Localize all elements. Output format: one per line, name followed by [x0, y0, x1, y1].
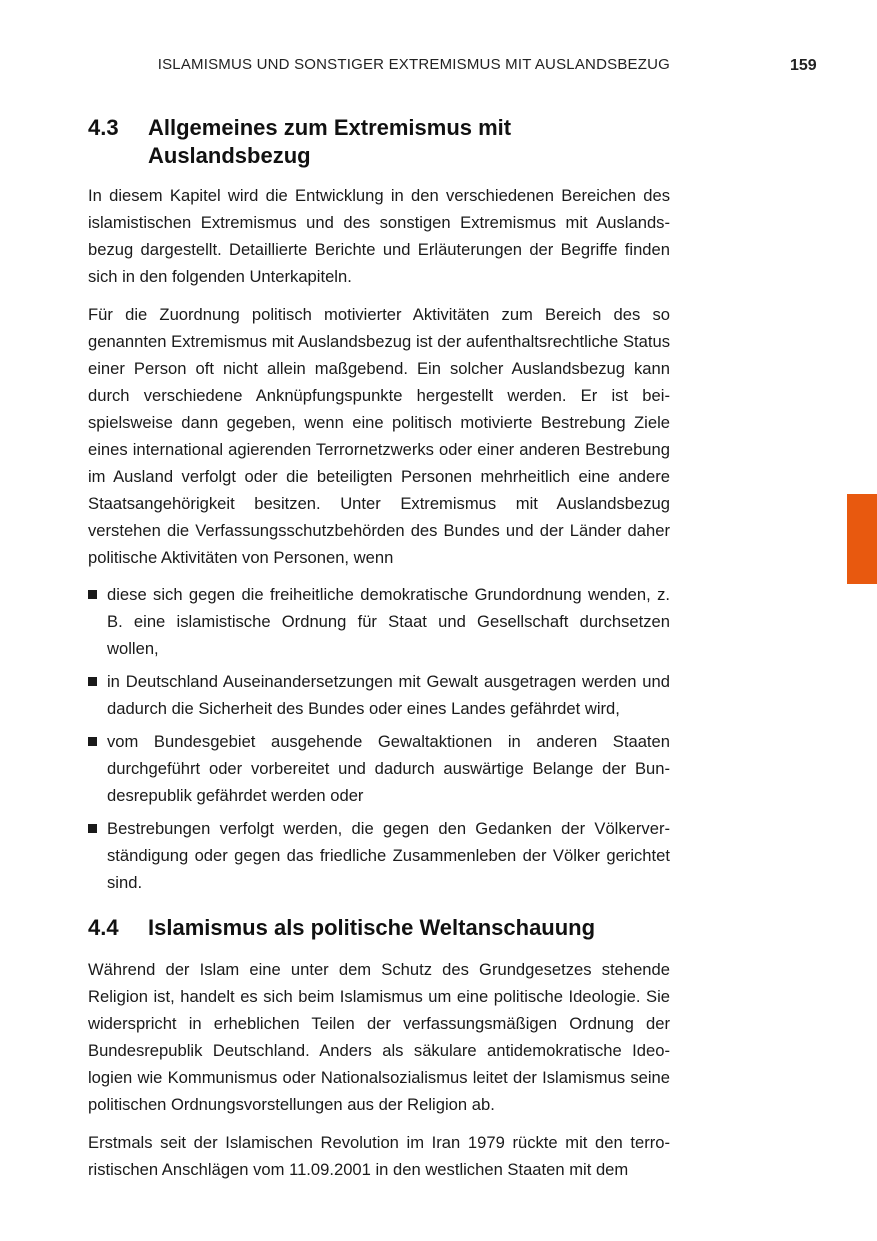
paragraph-definition: Für die Zuordnung politisch motivierter Aktivitäten zum Bereich des so genannten Extremismus mit Auslandsbezug ist der aufenthaltsrechtliche Status einer Person oft nicht allein maßgebend. Ein solcher Auslandsbezug kann durch verschiedene Anknüpfungspunkte hergestellt werden. Er ist beispielsweise dann gegeben, wenn eine politisch motivierte Bestrebung Ziele eines international agierenden Terrornetzwerks oder einer anderen Bestrebung im Ausland verfolgt oder die beteiligten Personen mehrheitlich eine andere Staatsangehörigkeit besitzen. Unter Extremismus mit Auslandsbezug verstehen die Verfassungsschutzbehörden des Bundes und der Länder daher politische Aktivitäten von Personen, wenn: [88, 305, 670, 567]
square-bullet-icon: [88, 590, 97, 599]
page-body: [88, 114, 670, 1183]
list-item: [88, 728, 670, 809]
section-title: Allgemeines zum Extremismus mit Auslandsbezug: [148, 115, 512, 168]
section-heading-4-4: [88, 914, 670, 942]
paragraph-islamism: Während der Islam eine unter dem Schutz des Grundgesetzes stehende Religion ist, handelt es sich beim Islamismus um eine politische Ideologie. Sie widerspricht in erheblichen Teilen der verfassungsmäßigen Ordnung der Bundesrepublik Deutschland. Anders als säkulare antidemokratische Ideologien wie Kommunismus oder Nationalsozialismus leitet der Islamismus seine politischen Ordnungsvorstellungen aus der Religion ab.: [88, 960, 670, 1114]
list-item-text: diese sich gegen die freiheitliche demokratische Grundordnung wenden, z. B. eine islamistische Ordnung für Staat und Gesellschaft durchsetzen wollen,: [107, 585, 670, 658]
running-header-title: ISLAMISMUS UND SONSTIGER EXTREMISMUS MIT AUSLANDSBEZUG: [157, 56, 670, 73]
list-item: [88, 815, 670, 896]
criteria-list: [88, 581, 670, 896]
list-item-text: Bestrebungen verfolgt werden, die gegen den Gedanken der Völkerverständigung oder gegen das friedliche Zusammenleben der Völker gerichtet sind.: [107, 819, 670, 892]
section-number: 4.3: [88, 115, 119, 140]
list-item-text: vom Bundesgebiet ausgehende Gewaltaktionen in anderen Staaten durchgeführt oder vorbereitet und dadurch auswärtige Belange der Bundesrepublik gefährdet werden oder: [107, 732, 670, 805]
page-number: 159: [790, 57, 817, 74]
section-heading-4-3: [88, 114, 670, 170]
square-bullet-icon: [88, 737, 97, 746]
list-item: [88, 581, 670, 662]
list-item: [88, 668, 670, 722]
paragraph-revolution: Erstmals seit der Islamischen Revolution im Iran 1979 rückte mit den terroristischen Anschlägen vom 11.09.2001 in den westlichen Staaten mit dem: [88, 1133, 670, 1179]
list-item-text: in Deutschland Auseinandersetzungen mit Gewalt ausgetragen werden und dadurch die Sicherheit des Bundes oder eines Landes gefährdet wird,: [107, 672, 670, 718]
square-bullet-icon: [88, 824, 97, 833]
section-title: Islamismus als politische Weltanschauung: [148, 915, 596, 940]
paragraph-intro: In diesem Kapitel wird die Entwicklung in den verschiedenen Bereichen des islamistischen Extremismus und des sonstigen Extremismus mit Auslandsbezug dargestellt. Detaillierte Berichte und Erläuterungen der Begriffe finden sich in den folgenden Unterkapiteln.: [88, 186, 670, 286]
chapter-side-tab: [847, 494, 877, 584]
square-bullet-icon: [88, 677, 97, 686]
section-number: 4.4: [88, 915, 119, 940]
